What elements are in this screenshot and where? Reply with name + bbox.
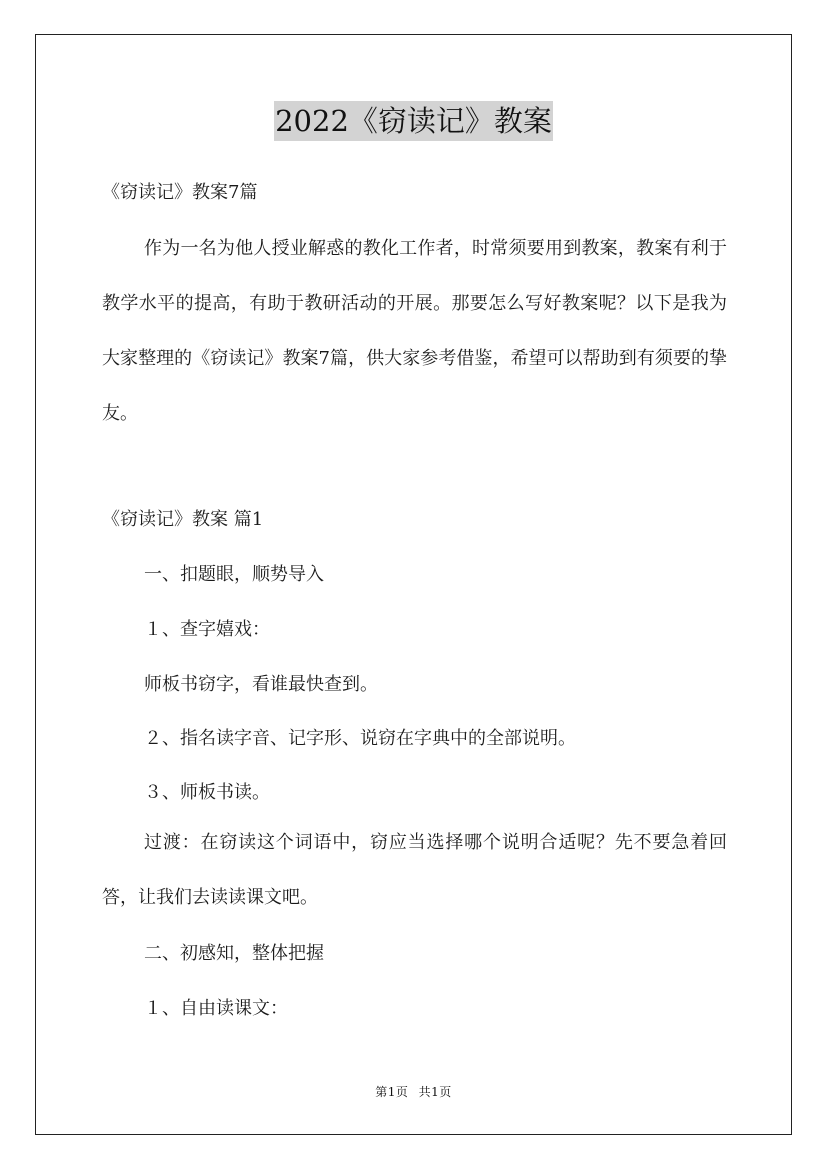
- list-item: １、自由读课文：: [144, 998, 288, 1019]
- list-item: 一、扣题眼，顺势导入: [144, 564, 324, 585]
- list-item: 二、初感知，整体把握: [144, 943, 324, 964]
- list-item: １、查字嬉戏：: [144, 619, 270, 640]
- total-pages: 共1页: [418, 1085, 452, 1099]
- document-title: 2022《窃读记》教案: [274, 101, 553, 141]
- list-item: ３、师板书读。: [144, 782, 270, 803]
- title-wrapper: [0, 101, 827, 141]
- page-footer: [0, 1084, 827, 1100]
- transition-paragraph: 过渡：在窃读这个词语中，窃应当选择哪个说明合适呢？先不要急着回答，让我们去读读课文吧。: [102, 832, 727, 908]
- list-item: ２、指名读字音、记字形、说窃在字典中的全部说明。: [144, 728, 576, 749]
- intro-paragraph: 作为一名为他人授业解惑的教化工作者，时常须要用到教案，教案有利于教学水平的提高，有助于教研活动的开展。那要怎么写好教案呢？以下是我为大家整理的《窃读记》教案7篇，供大家参考借鉴，希望可以帮助到有须要的挚友。: [102, 238, 727, 424]
- page-number: 第1页: [375, 1085, 409, 1099]
- document-subtitle: 《窃读记》教案7篇: [102, 182, 258, 203]
- section-heading: 《窃读记》教案 篇1: [102, 509, 264, 530]
- list-item: 师板书窃字，看谁最快查到。: [144, 674, 378, 695]
